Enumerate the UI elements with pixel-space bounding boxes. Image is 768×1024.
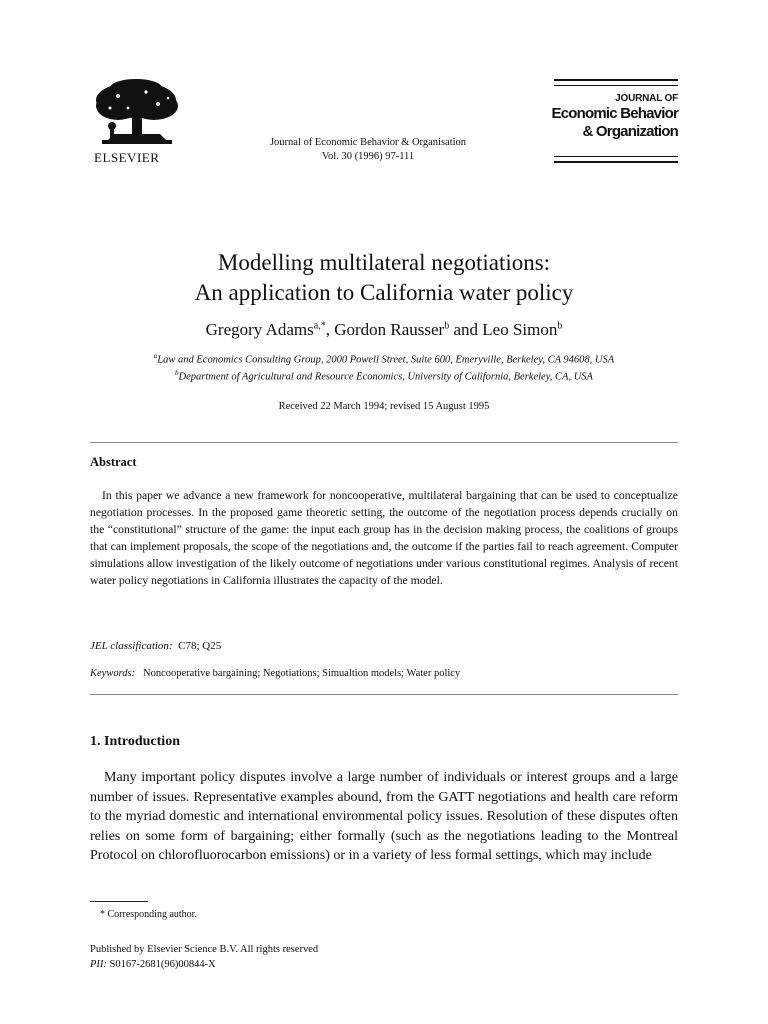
author-name: Gordon Rausser	[334, 320, 445, 339]
pii-value: S0167-2681(96)00844-X	[109, 959, 216, 970]
section-text: Many important policy disputes involve a large number of individuals or interest groups and a large number of issues. Representative examples abound, from the GATT negotiations and health care reform to the myriad domestic and international environmental policy issues. Resolution of these disputes often relies on some form of bargaining; either formally (such as the negotiations leading to the Montreal Protocol on chlorofluorocarbon emissions) or in a variety of less formal settings, which may include	[90, 770, 678, 863]
author-affiliation-mark: b	[444, 320, 450, 332]
jel-label: JEL classification:	[90, 640, 173, 652]
affiliation-mark: b	[175, 369, 179, 377]
copyright-line: Published by Elsevier Science B.V. All rights reserved	[90, 944, 319, 955]
journal-logo-line3: & Organization	[582, 123, 678, 140]
article-title	[0, 248, 768, 308]
affiliation	[0, 352, 768, 366]
journal-logo-line1: JOURNAL OF	[615, 93, 678, 104]
affiliation	[0, 369, 768, 383]
affiliation-text: Law and Economics Consulting Group, 2000 Powell Street, Suite 600, Emeryville, Berkeley, CA 94608, USA	[157, 354, 615, 366]
journal-logo	[540, 93, 678, 141]
jel-value: C78; Q25	[178, 640, 222, 652]
author-affiliation-mark: b	[557, 320, 563, 332]
affiliation-text: Department of Agricultural and Resource Economics, University of California, Berkeley, CA, USA	[178, 371, 593, 383]
footnote-rule	[90, 901, 148, 902]
journal-citation	[200, 136, 536, 164]
author-separator: ,	[325, 320, 335, 339]
publication-info	[90, 942, 318, 972]
author-separator: and	[449, 320, 483, 339]
pii-line: PII: S0167-2681(96)00844-X	[90, 959, 216, 970]
divider	[90, 694, 678, 695]
abstract-heading: Abstract	[90, 455, 137, 469]
article-title-line2: An application to California water policy	[194, 280, 574, 305]
received-dates: Received 22 March 1994; revised 15 August 1995	[278, 401, 490, 412]
jel-classification	[90, 640, 221, 652]
journal-logo-rule-bottom	[554, 156, 678, 163]
affiliation-mark: a	[153, 352, 158, 360]
keywords-label: Keywords:	[90, 668, 136, 679]
section-heading: 1. Introduction	[90, 734, 180, 749]
keywords-value: Noncooperative bargaining; Negotiations; Simualtion models; Water policy	[142, 668, 461, 679]
elsevier-tree-logo-icon	[88, 78, 184, 148]
journal-logo-rule-top	[554, 79, 678, 86]
footnote: * Corresponding author.	[100, 909, 197, 920]
volume-info: Vol. 30 (1996) 97-111	[321, 151, 415, 162]
pii-label: PII	[90, 959, 104, 970]
author-name: Gregory Adams	[205, 320, 314, 339]
article-title-line1: Modelling multilateral negotiations:	[217, 250, 551, 275]
author-list	[0, 320, 768, 340]
author-affiliation-mark: a,*	[313, 320, 326, 332]
keywords	[90, 668, 460, 679]
journal-logo-line2: Economic Behavior	[551, 105, 678, 122]
publisher-name: ELSEVIER	[94, 150, 160, 165]
author-name: Leo Simon	[482, 320, 558, 339]
divider	[90, 442, 678, 443]
journal-name: Journal of Economic Behavior & Organisation	[269, 137, 467, 148]
abstract-text: In this paper we advance a new framework for noncooperative, multilateral bargaining that can be used to conceptualize negotiation processes. In the proposed game theoretic setting, the outcome of the negotiation process depends crucially on the “constitutional” structure of the game: the input each group has in the decision making process, the coalitions of groups that can implement proposals, the scope of the negotiations and, the outcome if the parties fail to reach agreement. Computer simulations allow investigation of the likely outcome of negotiations under various constitutional regimes. Analysis of recent water policy negotiations in California illustrates the capacity of the model.	[90, 489, 678, 587]
